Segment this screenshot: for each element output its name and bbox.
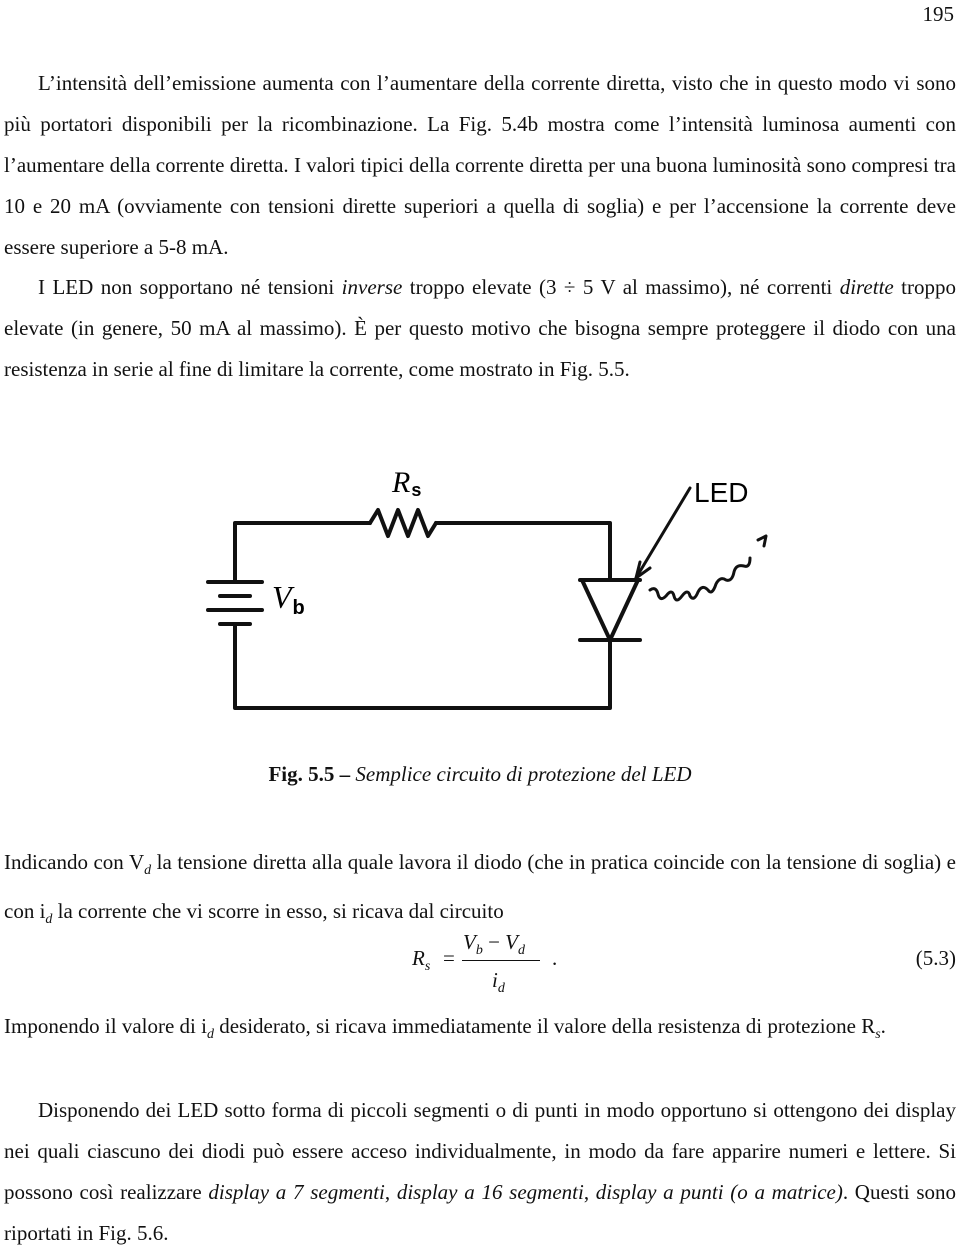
- p4-text-a: Imponendo il valore di i: [4, 1014, 207, 1038]
- eq-fraction-bar: [462, 960, 540, 961]
- page-number: 195: [922, 2, 954, 26]
- p5-italic-16seg: display a 16 segmenti: [396, 1180, 584, 1204]
- paragraph-led-limits: [4, 267, 956, 390]
- eq-equals: =: [443, 946, 455, 970]
- eq-period: .: [552, 946, 558, 970]
- p5-italic-7seg: display a 7 segmenti: [208, 1180, 385, 1204]
- led-label: LED: [694, 477, 749, 508]
- p4-text-b: desiderato, si ricava immediatamente il valore della resistenza di protezione R: [213, 1014, 876, 1038]
- p3-sub-a: d: [144, 863, 152, 879]
- p2-text-b: troppo elevate (3 ÷ 5 V al massimo), né correnti: [402, 275, 840, 299]
- resistor-label: Rs: [392, 466, 422, 500]
- p4-sub-b: s: [875, 1027, 881, 1043]
- p2-text-a: I LED non sopportano né tensioni: [38, 275, 342, 299]
- paragraph-vd-id: [4, 842, 956, 940]
- p5-text-a: Disponendo dei LED sotto forma di piccoli segmenti o di punti in modo opportuno si ottengono dei display nei quali ciascuno dei diodi può essere acceso individualmente, in modo da fare apparire numeri e lettere. Si possono così realizzare: [4, 1098, 956, 1204]
- caption-text: Semplice circuito di protezione del LED: [350, 762, 692, 786]
- led-label-pointer: [636, 488, 690, 578]
- paragraph-led-intensity: L’intensità dell’emissione aumenta con l’aumentare della corrente diretta, visto che in questo modo vi sono più portatori disponibili per la ricombinazione. La Fig. 5.4b mostra come l’intensità luminosa aumenti con l’aumentare della corrente diretta. I valori tipici della corrente diretta per una buona luminosità sono compresi tra 10 e 20 mA (ovviamente con tensioni dirette superiori a quella di soglia) e per l’accensione la corrente deve essere superiore a 5-8 mA.: [4, 71, 956, 259]
- eq-lhs: $R_s$: [412, 946, 431, 975]
- p5-italic-matrix: display a punti (o a matrice): [595, 1180, 843, 1204]
- resistor-symbol: [370, 510, 436, 536]
- equation-5-3: [0, 930, 960, 1000]
- paragraph-imposing-id: [4, 1006, 956, 1055]
- figure-caption: [0, 762, 960, 787]
- eq-reference: (5.3): [915, 946, 956, 970]
- battery-label: Vb: [272, 579, 305, 619]
- led-triangle: [582, 580, 638, 640]
- wire-top-right: [436, 523, 610, 580]
- paragraph-led-displays: [4, 1090, 956, 1254]
- light-emission-wave: [650, 558, 750, 600]
- p3-text-c: la corrente che vi scorre in esso, si ricava dal circuito: [52, 899, 504, 924]
- p5-text-b: ,: [384, 1180, 397, 1204]
- p3-text-b: la tensione diretta alla quale lavora il diodo (che in pratica coincide con la tensione di soglia) e con i: [4, 850, 957, 924]
- eq-denominator: $i_d$: [492, 968, 505, 997]
- light-emission-arrowhead: [758, 536, 766, 546]
- p5-text-d: . Questi sono riportati in Fig. 5.6.: [4, 1180, 957, 1245]
- p2-text-c: troppo elevate (in genere, 50 mA al massimo). È per questo motivo che bisogna sempre proteggere il diodo con una resistenza in serie al fine di limitare la corrente, come mostrato in Fig. 5.5.: [4, 275, 957, 381]
- p2-italic-inverse: inverse: [341, 275, 403, 299]
- p3-text-a: Indicando con V: [4, 850, 145, 874]
- caption-number: Fig. 5.5 –: [268, 762, 351, 786]
- p2-italic-direct: dirette: [839, 275, 894, 299]
- circuit-diagram: [0, 440, 960, 760]
- wire-battery-bottom: [235, 624, 610, 708]
- p3-sub-b: d: [45, 912, 53, 928]
- wire-top-left: [235, 523, 370, 575]
- figure-led-circuit: [0, 440, 960, 760]
- eq-numerator: $V_b - V_d$: [463, 930, 525, 959]
- p4-sub-a: d: [206, 1027, 214, 1043]
- p4-text-c: .: [880, 1014, 886, 1038]
- p5-text-c: ,: [583, 1180, 596, 1204]
